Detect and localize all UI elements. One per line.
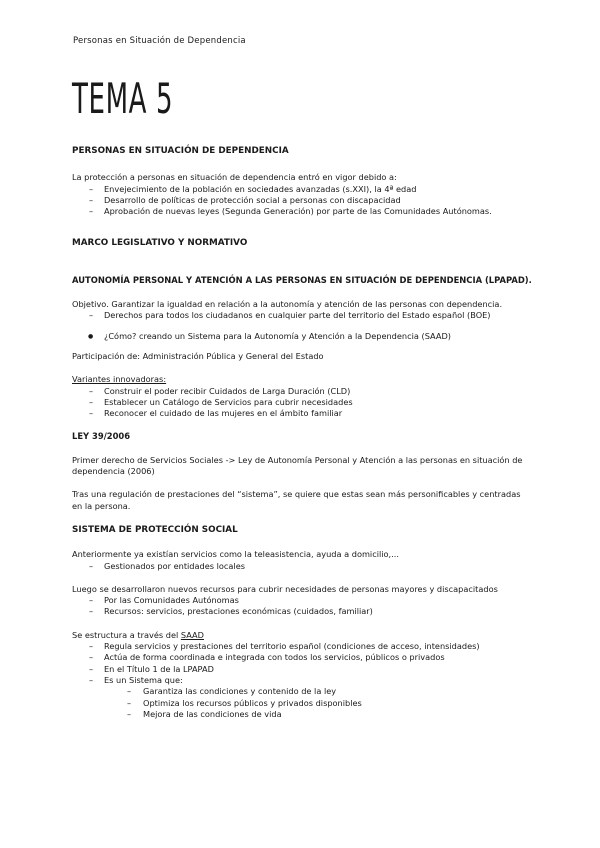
list-item: – Reconocer el cuidado de las mujeres en el ámbito familiar xyxy=(72,408,532,419)
subheading-variantes: Variantes innovadoras: xyxy=(72,374,167,385)
running-header: Personas en Situación de Dependencia xyxy=(73,36,246,46)
section-heading-lpapad: AUTONOMÍA PERSONAL Y ATENCIÓN A LAS PERSONAS EN SITUACIÓN DE DEPENDENCIA (LPAPAD). xyxy=(72,274,532,285)
list-item: – Actúa de forma coordinada e integrada con todos los servicios, públicos o privados xyxy=(72,652,532,663)
paragraph: Objetivo. Garantizar la igualdad en relación a la autonomía y atención de las personas con dependencia. xyxy=(72,299,503,310)
list-item: – Aprobación de nuevas leyes (Segunda Generación) por parte de las Comunidades Autónomas. xyxy=(72,206,532,217)
section-heading-dependencia: PERSONAS EN SITUACIÓN DE DEPENDENCIA xyxy=(72,146,289,156)
list-item: – Garantiza las condiciones y contenido de la ley xyxy=(72,686,532,697)
section-heading-marco: MARCO LEGISLATIVO Y NORMATIVO xyxy=(72,238,248,249)
document-body xyxy=(72,146,532,720)
list-item: – Mejora de las condiciones de vida xyxy=(72,709,532,720)
list-item: – Es un Sistema que: xyxy=(72,675,532,686)
list-item: – Establecer un Catálogo de Servicios para cubrir necesidades xyxy=(72,397,532,408)
section-heading-sistema: SISTEMA DE PROTECCIÓN SOCIAL xyxy=(72,524,238,535)
paragraph: Anteriormente ya existían servicios como la teleasistencia, ayuda a domicilio,... xyxy=(72,549,399,560)
list-item: – Envejecimiento de la población en sociedades avanzadas (s.XXI), la 4ª edad xyxy=(72,184,532,195)
list-item: – En el Título 1 de la LPAPAD xyxy=(72,664,532,675)
bullet-list xyxy=(72,641,532,686)
bullet-list xyxy=(72,561,532,572)
list-item: – Derechos para todos los ciudadanos en cualquier parte del territorio del Estado español (BOE) xyxy=(72,310,532,321)
section-heading-ley: LEY 39/2006 xyxy=(72,431,131,442)
saad-link[interactable]: SAAD xyxy=(180,629,204,640)
list-item: – Optimiza los recursos públicos y privados disponibles xyxy=(72,698,532,709)
list-item: – Recursos: servicios, prestaciones económicas (cuidados, familiar) xyxy=(72,606,532,617)
dot-list xyxy=(72,331,532,342)
paragraph xyxy=(72,630,532,641)
bullet-list xyxy=(72,184,532,218)
bullet-list xyxy=(72,595,532,618)
paragraph-text: Se estructura a través del xyxy=(72,629,181,640)
page-title: TEMA 5 xyxy=(72,74,174,123)
paragraph: Primer derecho de Servicios Sociales -> Ley de Autonomía Personal y Atención a las personas en situación de dependencia (2006) xyxy=(72,454,523,477)
list-item: – Regula servicios y prestaciones del territorio español (condiciones de acceso, intensidades) xyxy=(72,641,532,652)
bullet-list xyxy=(72,386,532,420)
bullet-list xyxy=(72,310,532,321)
list-item: – Gestionados por entidades locales xyxy=(72,561,532,572)
paragraph: Luego se desarrollaron nuevos recursos para cubrir necesidades de personas mayores y discapacitados xyxy=(72,583,498,594)
nested-bullet-list xyxy=(72,686,532,720)
list-item: ● ¿Cómo? creando un Sistema para la Autonomía y Atención a la Dependencia (SAAD) xyxy=(72,331,532,342)
paragraph: Participación de: Administración Pública y General del Estado xyxy=(72,350,324,361)
list-item: – Por las Comunidades Autónomas xyxy=(72,595,532,606)
list-item: – Construir el poder recibir Cuidados de Larga Duración (CLD) xyxy=(72,386,532,397)
list-item: – Desarrollo de políticas de protección social a personas con discapacidad xyxy=(72,195,532,206)
paragraph: La protección a personas en situación de dependencia entró en vigor debido a: xyxy=(72,172,397,183)
paragraph: Tras una regulación de prestaciones del “sistema”, se quiere que estas sean más personificables y centradas en la persona. xyxy=(72,489,521,511)
